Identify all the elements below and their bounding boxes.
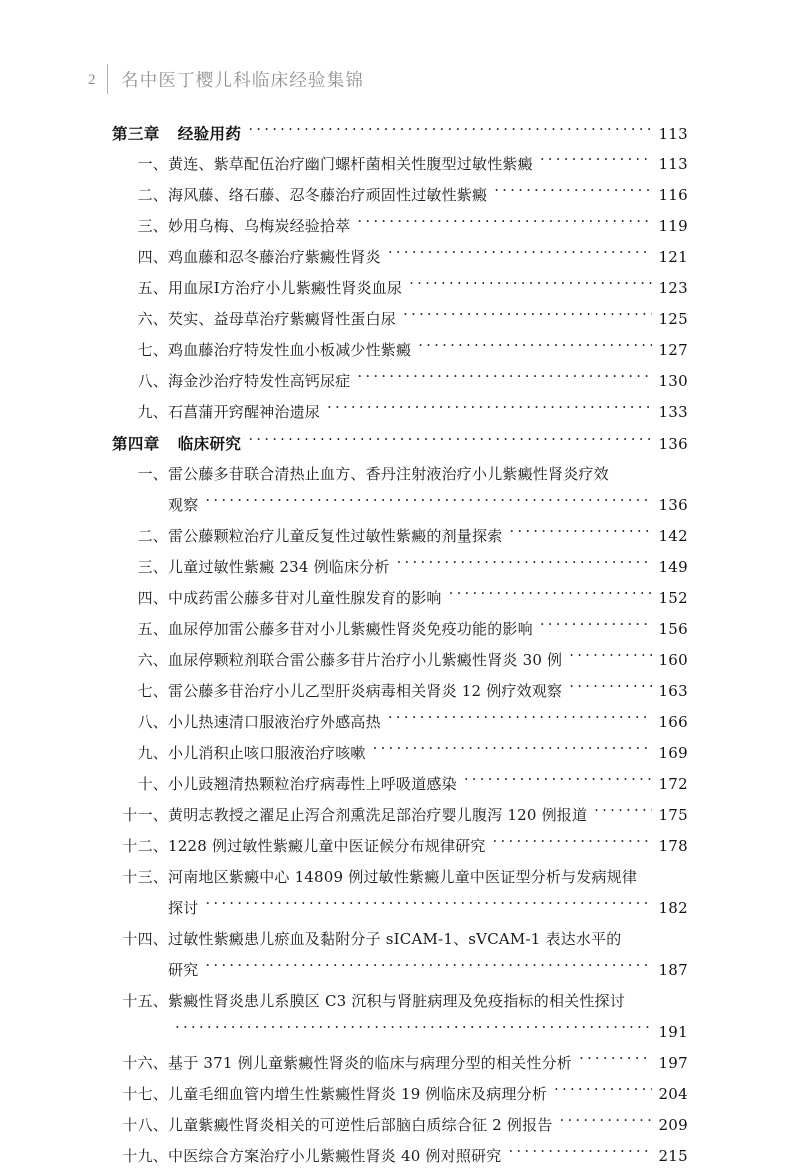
- dot-leader: [464, 773, 652, 789]
- dot-leader: [388, 711, 652, 727]
- toc-entry-title: 鸡血藤治疗特发性血小板减少性紫癜: [168, 341, 412, 359]
- toc-entry-marker: 九、: [137, 403, 168, 421]
- toc-page-number: 123: [658, 279, 688, 297]
- toc-entry-marker: 三、: [137, 558, 168, 576]
- toc-page-number: 172: [658, 775, 688, 793]
- toc-entry-marker: 四、: [137, 248, 168, 266]
- dot-leader: [175, 1021, 652, 1037]
- toc-entry-marker: 十九、: [122, 1147, 168, 1165]
- toc-entry-marker: 一、: [137, 465, 168, 483]
- toc-entry-title: 儿童过敏性紫癜 234 例临床分析: [168, 558, 390, 576]
- toc-entry-marker: 四、: [137, 589, 168, 607]
- toc-page-number: 215: [658, 1147, 688, 1165]
- toc-entry-marker: 一、: [137, 155, 168, 173]
- toc-chapter-row[interactable]: [112, 432, 688, 463]
- dot-leader: [579, 1052, 652, 1068]
- toc-entry-marker: 十四、: [122, 930, 168, 948]
- dot-leader: [569, 649, 652, 665]
- toc-entry-marker: 七、: [137, 341, 168, 359]
- toc-entry-marker: 十一、: [122, 806, 168, 824]
- toc-entry-row[interactable]: [112, 184, 688, 215]
- toc-page-number: 133: [658, 403, 688, 421]
- toc-entry-title: 雷公藤多苷联合清热止血方、香丹注射液治疗小儿紫癜性肾炎疗效: [168, 465, 609, 483]
- dot-leader: [373, 742, 652, 758]
- toc-entry-title: 基于 371 例儿童紫癜性肾炎的临床与病理分型的相关性分析: [168, 1054, 572, 1072]
- dot-leader: [554, 1083, 652, 1099]
- toc-entry-title: 黄明志教授之濯足止泻合剂熏洗足部治疗婴儿腹泻 120 例报道: [168, 806, 588, 824]
- toc-entry-title: 儿童紫癜性肾炎相关的可逆性后部脑白质综合征 2 例报告: [168, 1116, 553, 1134]
- toc-page-number: 191: [658, 1023, 688, 1041]
- toc-entry-title: 石菖蒲开窍醒神治遗尿: [168, 403, 321, 421]
- toc-entry-marker: 八、: [137, 372, 168, 390]
- toc-entry-title: 小儿消积止咳口服液治疗咳嗽: [168, 744, 366, 762]
- toc-page-number: 152: [658, 589, 688, 607]
- dot-leader: [559, 1114, 652, 1130]
- running-head-title: 名中医丁樱儿科临床经验集锦: [121, 70, 365, 91]
- toc-entry-row[interactable]: [112, 1114, 688, 1145]
- toc-entry-row[interactable]: [112, 215, 688, 246]
- dot-leader: [540, 153, 652, 169]
- toc-entry-row[interactable]: [112, 1145, 688, 1176]
- dot-leader: [493, 835, 652, 851]
- toc-entry-marker: 六、: [137, 651, 168, 669]
- dot-leader: [357, 215, 652, 231]
- toc-page-number: 149: [658, 558, 688, 576]
- dot-leader: [357, 370, 652, 386]
- toc-entry-title: 雷公藤多苷治疗小儿乙型肝炎病毒相关肾炎 12 例疗效观察: [168, 682, 563, 700]
- dot-leader: [594, 804, 652, 820]
- dot-leader: [248, 433, 652, 449]
- toc-entry-title-continued: 探讨: [168, 899, 199, 917]
- toc-entry-row[interactable]: [112, 990, 688, 1021]
- toc-entry-title: 海风藤、络石藤、忍冬藤治疗顽固性过敏性紫癜: [168, 186, 488, 204]
- toc-entry-title-continued: 观察: [168, 496, 199, 514]
- dot-leader: [248, 123, 652, 139]
- dot-leader: [388, 246, 652, 262]
- toc-entry-continuation-row[interactable]: [112, 1021, 688, 1052]
- toc-page-number: 125: [658, 310, 688, 328]
- toc-entry-title: 1228 例过敏性紫癜儿童中医证候分布规律研究: [168, 837, 486, 855]
- toc-chapter-marker: 第四章: [112, 435, 160, 453]
- toc-page-number: 187: [658, 961, 688, 979]
- toc-chapter-title: 经验用药: [177, 125, 242, 143]
- dot-leader: [508, 1145, 652, 1161]
- toc-entry-marker: 二、: [137, 186, 168, 204]
- toc-entry-marker: 十五、: [122, 992, 168, 1010]
- toc-entry-title: 雷公藤颗粒治疗儿童反复性过敏性紫癜的剂量探索: [168, 527, 503, 545]
- toc-page-number: 178: [658, 837, 688, 855]
- toc-page-number: 204: [658, 1085, 688, 1103]
- toc-entry-marker: 六、: [137, 310, 168, 328]
- toc-entry-row[interactable]: [112, 308, 688, 339]
- toc-entry-row[interactable]: [112, 246, 688, 277]
- toc-page-number: 156: [658, 620, 688, 638]
- toc-page-number: 136: [658, 435, 688, 453]
- toc-page-number: 166: [658, 713, 688, 731]
- toc-entry-row[interactable]: [112, 339, 688, 370]
- toc-entry-row[interactable]: [112, 556, 688, 587]
- toc-entry-title: 小儿热速清口服液治疗外感高热: [168, 713, 381, 731]
- toc-entry-marker: 十二、: [122, 837, 168, 855]
- toc-entry-title: 中成药雷公藤多苷对儿童性腺发育的影响: [168, 589, 442, 607]
- toc-entry-row[interactable]: [112, 1052, 688, 1083]
- toc-entry-marker: 五、: [137, 279, 168, 297]
- toc-entry-row[interactable]: [112, 649, 688, 680]
- toc-entry-title: 鸡血藤和忍冬藤治疗紫癜性肾炎: [168, 248, 381, 266]
- dot-leader: [494, 184, 652, 200]
- toc-page-number: 127: [658, 341, 688, 359]
- toc-entry-row[interactable]: [112, 711, 688, 742]
- toc-entry-title: 血尿停加雷公藤多苷对小儿紫癜性肾炎免疫功能的影响: [168, 620, 533, 638]
- toc-entry-continuation-row[interactable]: [112, 959, 688, 990]
- toc-entry-row[interactable]: [112, 928, 688, 959]
- toc-entry-row[interactable]: [112, 835, 688, 866]
- toc-entry-title: 过敏性紫癜患儿瘀血及黏附分子 sICAM‑1、sVCAM‑1 表达水平的: [168, 930, 622, 948]
- toc-page-number: 130: [658, 372, 688, 390]
- dot-leader: [509, 525, 652, 541]
- toc-entry-row[interactable]: [112, 277, 688, 308]
- toc-entry-row[interactable]: [112, 742, 688, 773]
- dot-leader: [205, 494, 652, 510]
- toc-entry-marker: 十八、: [122, 1116, 168, 1134]
- toc-entry-row[interactable]: [112, 804, 688, 835]
- toc-entry-marker: 十三、: [122, 868, 168, 886]
- dot-leader: [403, 308, 652, 324]
- toc-chapter-row[interactable]: [112, 122, 688, 153]
- toc-entry-title: 河南地区紫癜中心 14809 例过敏性紫癜儿童中医证型分析与发病规律: [168, 868, 638, 886]
- toc-entry-marker: 三、: [137, 217, 168, 235]
- toc-page-number: 116: [658, 186, 688, 204]
- toc-entry-row[interactable]: [112, 401, 688, 432]
- toc-entry-continuation-row[interactable]: [112, 897, 688, 928]
- dot-leader: [449, 587, 652, 603]
- dot-leader: [409, 277, 652, 293]
- toc-entry-title: 芡实、益母草治疗紫癜肾性蛋白尿: [168, 310, 397, 328]
- toc-entry-marker: 五、: [137, 620, 168, 638]
- toc-page-number: 175: [658, 806, 688, 824]
- toc-page-number: 121: [658, 248, 688, 266]
- toc-entry-row[interactable]: [112, 463, 688, 494]
- toc-entry-row[interactable]: [112, 587, 688, 618]
- toc-entry-row[interactable]: [112, 680, 688, 711]
- toc-entry-marker: 二、: [137, 527, 168, 545]
- toc-page-number: 119: [658, 217, 688, 235]
- dot-leader: [418, 339, 652, 355]
- toc-entry-title: 小儿豉翘清热颗粒治疗病毒性上呼吸道感染: [168, 775, 457, 793]
- toc-entry-row[interactable]: [112, 525, 688, 556]
- toc-entry-row[interactable]: [112, 1083, 688, 1114]
- toc-entry-title: 妙用乌梅、乌梅炭经验拾萃: [168, 217, 351, 235]
- toc-page-number: 169: [658, 744, 688, 762]
- dot-leader: [327, 401, 652, 417]
- toc-page-number: 182: [658, 899, 688, 917]
- dot-leader: [397, 556, 652, 572]
- page-folio: 2: [88, 71, 96, 88]
- toc-entry-continuation-row[interactable]: [112, 494, 688, 525]
- toc-entry-row[interactable]: [112, 153, 688, 184]
- toc-entry-row[interactable]: [112, 370, 688, 401]
- toc-page-number: 197: [658, 1054, 688, 1072]
- toc-entry-row[interactable]: [112, 866, 688, 897]
- dot-leader: [569, 680, 652, 696]
- toc-entry-marker: 九、: [137, 744, 168, 762]
- table-of-contents: [0, 122, 800, 1176]
- dot-leader: [205, 959, 652, 975]
- toc-entry-marker: 八、: [137, 713, 168, 731]
- toc-page-number: 163: [658, 682, 688, 700]
- toc-page-number: 209: [658, 1116, 688, 1134]
- toc-entry-title: 中医综合方案治疗小儿紫癜性肾炎 40 例对照研究: [168, 1147, 502, 1165]
- toc-entry-title: 用血尿Ⅰ方治疗小儿紫癜性肾炎血尿: [168, 279, 403, 297]
- toc-entry-title-continued: 研究: [168, 961, 199, 979]
- toc-page-number: 136: [658, 496, 688, 514]
- toc-entry-title: 血尿停颗粒剂联合雷公藤多苷片治疗小儿紫癜性肾炎 30 例: [168, 651, 563, 669]
- toc-page-number: 113: [658, 125, 688, 143]
- toc-chapter-marker: 第三章: [112, 125, 160, 143]
- dot-leader: [540, 618, 652, 634]
- toc-entry-title: 黄连、紫草配伍治疗幽门螺杆菌相关性腹型过敏性紫癜: [168, 155, 533, 173]
- toc-chapter-title: 临床研究: [177, 435, 242, 453]
- toc-entry-title: 儿童毛细血管内增生性紫癜性肾炎 19 例临床及病理分析: [168, 1085, 548, 1103]
- toc-entry-marker: 十六、: [122, 1054, 168, 1072]
- toc-entry-title: 紫癜性肾炎患儿系膜区 C3 沉积与肾脏病理及免疫指标的相关性探讨: [168, 992, 625, 1010]
- toc-page-number: 113: [658, 155, 688, 173]
- toc-entry-row[interactable]: [112, 773, 688, 804]
- toc-entry-marker: 十、: [137, 775, 168, 793]
- toc-page-number: 160: [658, 651, 688, 669]
- dot-leader: [205, 897, 652, 913]
- running-head: [88, 62, 364, 96]
- toc-entry-title: 海金沙治疗特发性高钙尿症: [168, 372, 351, 390]
- toc-page-number: 142: [658, 527, 688, 545]
- toc-entry-marker: 七、: [137, 682, 168, 700]
- toc-entry-marker: 十七、: [122, 1085, 168, 1103]
- toc-entry-row[interactable]: [112, 618, 688, 649]
